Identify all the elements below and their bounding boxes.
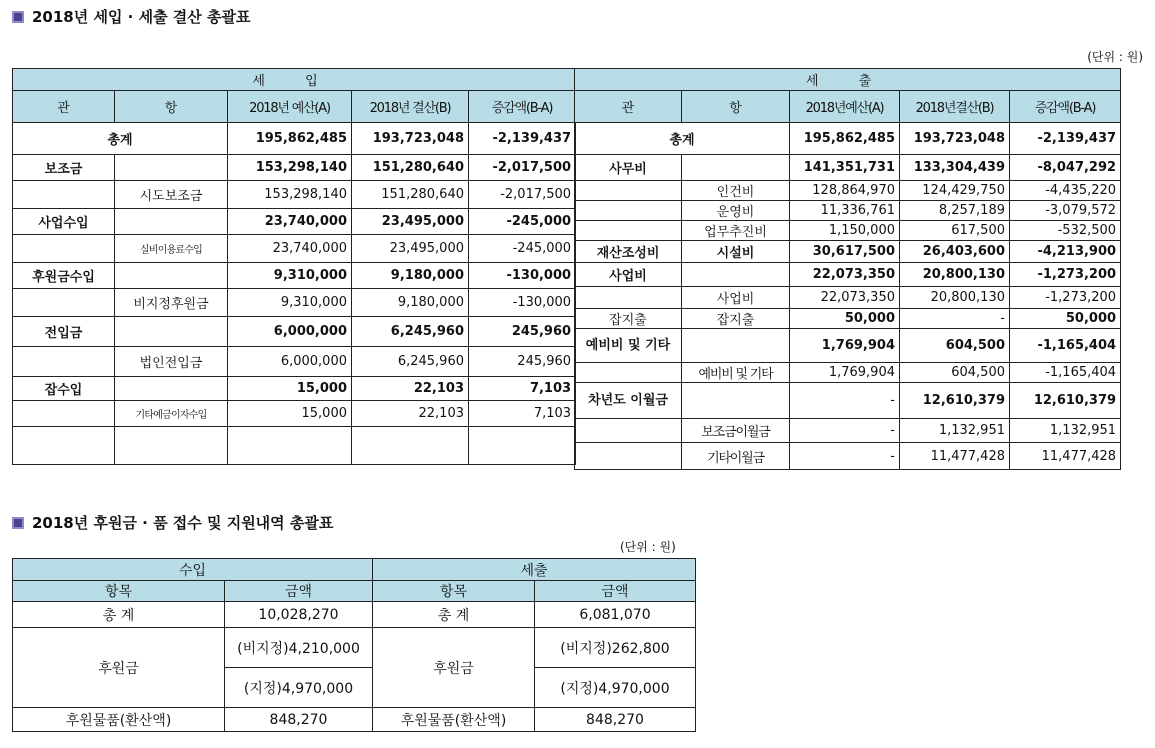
expense-hang: 인건비 (682, 181, 790, 201)
expense-hang: 보조금이월금 (682, 419, 790, 443)
income-budget: 23,740,000 (228, 209, 352, 235)
income-settle: 151,280,640 (352, 181, 469, 209)
income-gwan: 전입금 (13, 317, 115, 347)
col-gwan: 관 (575, 91, 682, 123)
col-hang: 항 (682, 91, 790, 123)
expense-settle: 604,500 (900, 363, 1010, 383)
col-hang: 항 (115, 91, 228, 123)
expense-diff: -1,165,404 (1010, 363, 1121, 383)
income-diff: -130,000 (469, 289, 576, 317)
expense-gwan: 재산조성비 (575, 241, 682, 263)
expense-gwan (575, 443, 682, 470)
income-diff: -130,000 (469, 263, 576, 289)
expense-diff: 1,132,951 (1010, 419, 1121, 443)
income-budget: 153,298,140 (228, 181, 352, 209)
expense-gwan (575, 287, 682, 309)
income-total-budget: 195,862,485 (228, 123, 352, 155)
expense-gwan (575, 181, 682, 201)
expense-settle: 8,257,189 (900, 201, 1010, 221)
expense-diff: -1,273,200 (1010, 263, 1121, 287)
income-total-diff: -2,139,437 (469, 123, 576, 155)
income-table (12, 68, 576, 465)
expense-gwan (575, 201, 682, 221)
expense-total: 6,081,070 (535, 602, 696, 628)
income-gwan: 보조금 (13, 155, 115, 181)
income-settle: 22,103 (352, 401, 469, 427)
col-amount: 금액 (535, 581, 696, 602)
income-header: 세 입 (13, 69, 576, 91)
income-budget: 15,000 (228, 377, 352, 401)
col-budget: 2018년 예산(A) (228, 91, 352, 123)
expense-diff: -4,213,900 (1010, 241, 1121, 263)
square-bullet-icon (12, 517, 24, 529)
expense-table (574, 68, 1121, 470)
income-settle: 9,180,000 (352, 263, 469, 289)
expense-settle: 26,403,600 (900, 241, 1010, 263)
expense-settle: 1,132,951 (900, 419, 1010, 443)
expense-designated: (지정)4,970,000 (535, 668, 696, 708)
expense-gwan (575, 363, 682, 383)
expense-hang: 사업비 (682, 287, 790, 309)
expense-budget: - (790, 383, 900, 419)
income-total-settle: 193,723,048 (352, 123, 469, 155)
donation-label: 후원금 (13, 628, 225, 708)
income-diff: 7,103 (469, 377, 576, 401)
income-settle: 6,245,960 (352, 317, 469, 347)
expense-diff: -4,435,220 (1010, 181, 1121, 201)
expense-goods: 848,270 (535, 708, 696, 732)
expense-gwan: 사무비 (575, 155, 682, 181)
expense-budget: 1,769,904 (790, 329, 900, 363)
goods-label: 후원물품(환산액) (373, 708, 535, 732)
col-settlement: 2018년결산(B) (900, 91, 1010, 123)
expense-total-label: 총계 (575, 123, 790, 155)
expense-gwan (575, 221, 682, 241)
income-diff: -245,000 (469, 235, 576, 263)
col-item: 항목 (13, 581, 225, 602)
expense-budget: 30,617,500 (790, 241, 900, 263)
income-settle: 6,245,960 (352, 347, 469, 377)
income-budget: 9,310,000 (228, 289, 352, 317)
expense-diff: 11,477,428 (1010, 443, 1121, 470)
income-hang: 법인전입금 (115, 347, 228, 377)
expense-hang: 기타이월금 (682, 443, 790, 470)
expense-gwan: 예비비 및 기타 (575, 329, 682, 363)
income-diff: -245,000 (469, 209, 576, 235)
expense-budget: 1,769,904 (790, 363, 900, 383)
expense-settle: 617,500 (900, 221, 1010, 241)
expense-budget: 11,336,761 (790, 201, 900, 221)
income-designated: (지정)4,970,000 (225, 668, 373, 708)
income-budget: 9,310,000 (228, 263, 352, 289)
expense-gwan: 차년도 이월금 (575, 383, 682, 419)
expense-hang (682, 155, 790, 181)
expense-settle: 604,500 (900, 329, 1010, 363)
expense-settle: 133,304,439 (900, 155, 1010, 181)
expense-hang: 업무추진비 (682, 221, 790, 241)
section1-title: 2018년 세입 · 세출 결산 총괄표 (12, 6, 250, 27)
donation-income-header: 수입 (13, 559, 373, 581)
col-diff: 증감액(B-A) (469, 91, 576, 123)
expense-settle: 124,429,750 (900, 181, 1010, 201)
col-gwan: 관 (13, 91, 115, 123)
expense-diff: -8,047,292 (1010, 155, 1121, 181)
income-gwan: 잡수입 (13, 377, 115, 401)
expense-nondesignated: (비지정)262,800 (535, 628, 696, 668)
expense-budget: 22,073,350 (790, 263, 900, 287)
expense-header: 세 출 (575, 69, 1121, 91)
expense-hang: 운영비 (682, 201, 790, 221)
expense-hang: 시설비 (682, 241, 790, 263)
expense-hang: 예비비 및 기타 (682, 363, 790, 383)
donation-label: 후원금 (373, 628, 535, 708)
income-settle: 151,280,640 (352, 155, 469, 181)
expense-budget: 141,351,731 (790, 155, 900, 181)
income-hang: 시도보조금 (115, 181, 228, 209)
income-settle: 23,495,000 (352, 235, 469, 263)
unit-label-2: (단위 : 원) (620, 540, 676, 554)
expense-total-budget: 195,862,485 (790, 123, 900, 155)
expense-diff: 50,000 (1010, 309, 1121, 329)
goods-label: 후원물품(환산액) (13, 708, 225, 732)
expense-total-diff: -2,139,437 (1010, 123, 1121, 155)
unit-label: (단위 : 원) (1087, 50, 1143, 64)
expense-budget: - (790, 419, 900, 443)
expense-settle: 20,800,130 (900, 263, 1010, 287)
income-hang: 기타예금이자수입 (115, 401, 228, 427)
income-diff: 7,103 (469, 401, 576, 427)
income-hang: 비지정후원금 (115, 289, 228, 317)
income-budget: 15,000 (228, 401, 352, 427)
expense-hang: 잡지출 (682, 309, 790, 329)
expense-diff: 12,610,379 (1010, 383, 1121, 419)
income-diff: -2,017,500 (469, 155, 576, 181)
income-nondesignated: (비지정)4,210,000 (225, 628, 373, 668)
income-gwan: 후원금수입 (13, 263, 115, 289)
expense-budget: 128,864,970 (790, 181, 900, 201)
expense-settle: 12,610,379 (900, 383, 1010, 419)
income-gwan: 사업수입 (13, 209, 115, 235)
income-settle: 23,495,000 (352, 209, 469, 235)
income-budget: 6,000,000 (228, 317, 352, 347)
expense-budget: 22,073,350 (790, 287, 900, 309)
expense-gwan: 잡지출 (575, 309, 682, 329)
expense-total-settle: 193,723,048 (900, 123, 1010, 155)
col-settlement: 2018년 결산(B) (352, 91, 469, 123)
donation-table (12, 558, 696, 732)
expense-diff: -1,165,404 (1010, 329, 1121, 363)
expense-diff: -1,273,200 (1010, 287, 1121, 309)
income-hang: 실비이용료수입 (115, 235, 228, 263)
expense-hang (682, 383, 790, 419)
total-label: 총 계 (373, 602, 535, 628)
income-total-label: 총계 (13, 123, 228, 155)
expense-gwan: 사업비 (575, 263, 682, 287)
expense-settle: 20,800,130 (900, 287, 1010, 309)
col-amount: 금액 (225, 581, 373, 602)
income-diff: 245,960 (469, 347, 576, 377)
expense-budget: 50,000 (790, 309, 900, 329)
donation-expense-header: 세출 (373, 559, 696, 581)
expense-budget: 1,150,000 (790, 221, 900, 241)
income-budget: 153,298,140 (228, 155, 352, 181)
income-diff: -2,017,500 (469, 181, 576, 209)
col-diff: 증감액(B-A) (1010, 91, 1121, 123)
expense-gwan (575, 419, 682, 443)
expense-hang (682, 329, 790, 363)
expense-diff: -3,079,572 (1010, 201, 1121, 221)
income-settle: 9,180,000 (352, 289, 469, 317)
expense-settle: - (900, 309, 1010, 329)
income-budget: 6,000,000 (228, 347, 352, 377)
income-goods: 848,270 (225, 708, 373, 732)
expense-diff: -532,500 (1010, 221, 1121, 241)
income-budget: 23,740,000 (228, 235, 352, 263)
col-item: 항목 (373, 581, 535, 602)
income-diff: 245,960 (469, 317, 576, 347)
expense-settle: 11,477,428 (900, 443, 1010, 470)
expense-budget: - (790, 443, 900, 470)
income-settle: 22,103 (352, 377, 469, 401)
expense-hang (682, 263, 790, 287)
income-total: 10,028,270 (225, 602, 373, 628)
col-budget: 2018년예산(A) (790, 91, 900, 123)
section2-title: 2018년 후원금 · 품 접수 및 지원내역 총괄표 (12, 512, 333, 533)
square-bullet-icon (12, 11, 24, 23)
total-label: 총 계 (13, 602, 225, 628)
